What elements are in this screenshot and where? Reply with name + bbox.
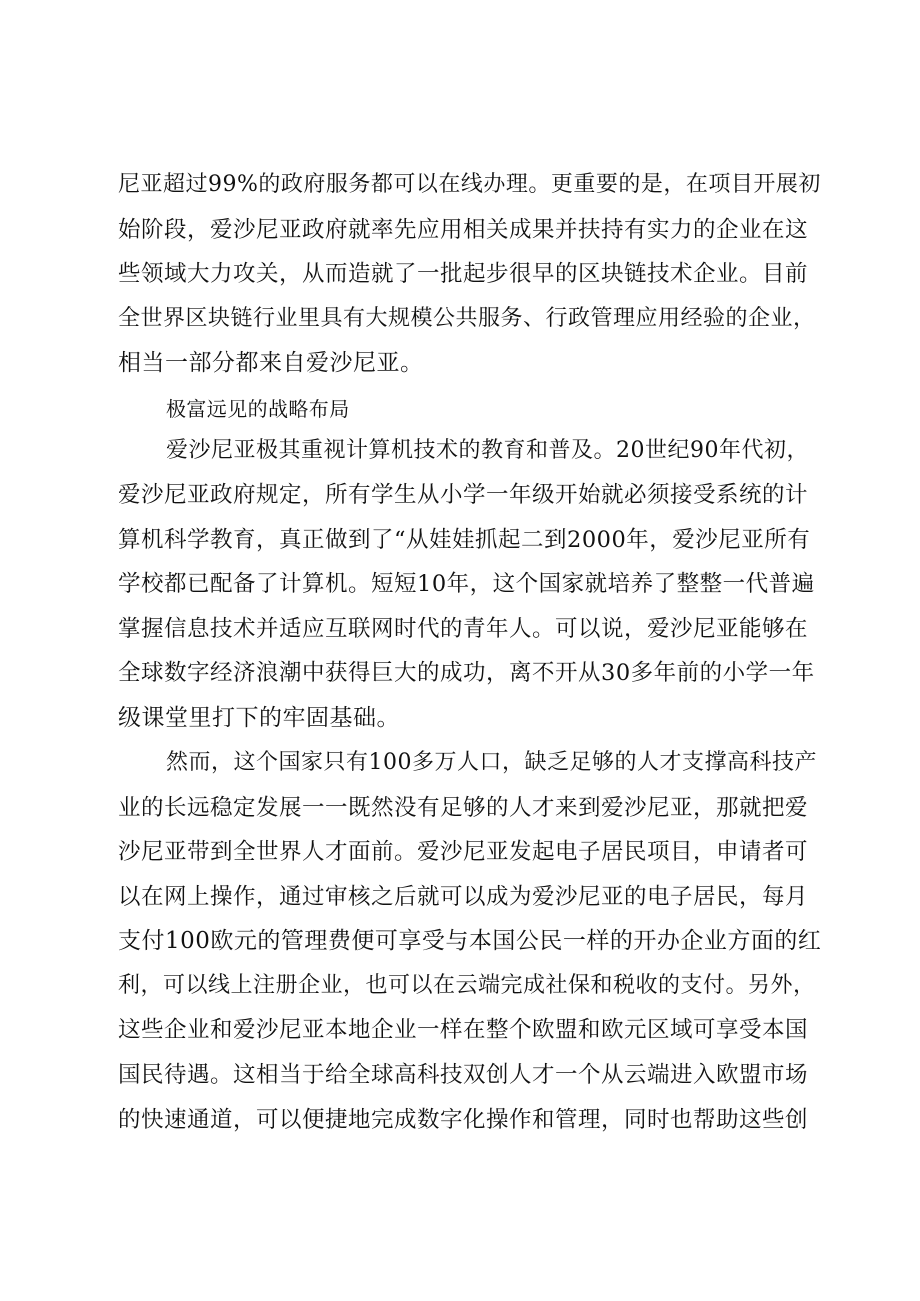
paragraph-3-line-7: 这些企业和爱沙尼亚本地企业一样在整个欧盟和欧元区域可享受本国 xyxy=(118,1017,809,1043)
paragraph-3-line-5: 支付100欧元的管理费便可享受与本国公民一样的开办企业方面的红 xyxy=(118,928,822,954)
paragraph-1-line-1: 尼亚超过99%的政府服务都可以在线办理。更重要的是，在项目开展初 xyxy=(118,172,821,197)
paragraph-2-line-5: 掌握信息技术并适应互联网时代的青年人。可以说，爱沙尼亚能够在 xyxy=(118,616,809,642)
paragraph-3-line-6: 利，可以线上注册企业，也可以在云端完成社保和税收的支付。另外， xyxy=(118,973,816,998)
paragraph-3-line-3: 沙尼亚带到全世界人才面前。爱沙尼亚发起电子居民项目，申请者可 xyxy=(118,839,809,865)
paragraph-3-line-8: 国民待遇。这相当于给全球高科技双创人才一个从云端进入欧盟市场 xyxy=(118,1062,809,1088)
paragraph-2-line-2: 爱沙尼亚政府规定，所有学生从小学一年级开始就必须接受系统的计 xyxy=(118,482,809,508)
paragraph-3-line-2: 业的长远稳定发展一一既然没有足够的人才来到爱沙尼亚，那就把爱 xyxy=(118,795,809,821)
paragraph-1-line-2: 始阶段，爱沙尼亚政府就率先应用相关成果并扶持有实力的企业在这 xyxy=(118,217,809,243)
paragraph-2-line-7: 级课堂里打下的牢固基础。 xyxy=(118,705,400,731)
paragraph-1-line-5: 相当一部分都来自爱沙尼亚。 xyxy=(118,350,424,376)
paragraph-1-line-3: 些领域大力攻关，从而造就了一批起步很早的区块链技术企业。目前 xyxy=(118,261,809,287)
paragraph-2-line-3: 算机科学教育，真正做到了“从娃娃抓起二到2000年，爱沙尼亚所有 xyxy=(118,527,811,553)
paragraph-3-line-9: 的快速通道，可以便捷地完成数字化操作和管理，同时也帮助这些创 xyxy=(118,1107,809,1133)
paragraph-2-line-1: 爱沙尼亚极其重视计算机技术的教育和普及。20世纪90年代初， xyxy=(166,438,809,463)
paragraph-2-line-4: 学校都已配备了计算机。短短10年，这个国家就培养了整整一代普遍 xyxy=(118,571,815,597)
paragraph-1-line-4: 全世界区块链行业里具有大规模公共服务、行政管理应用经验的企业， xyxy=(118,306,816,331)
paragraph-2-line-6: 全球数字经济浪潮中获得巨大的成功，离不开从30多年前的小学一年 xyxy=(118,660,815,686)
section-heading: 极富远见的战略布局 xyxy=(166,397,350,421)
paragraph-3-line-4: 以在网上操作，通过审核之后就可以成为爱沙尼亚的电子居民，每月 xyxy=(118,884,809,910)
paragraph-3-line-1: 然而，这个国家只有100多万人口，缺乏足够的人才支撑高科技产 xyxy=(166,750,817,775)
